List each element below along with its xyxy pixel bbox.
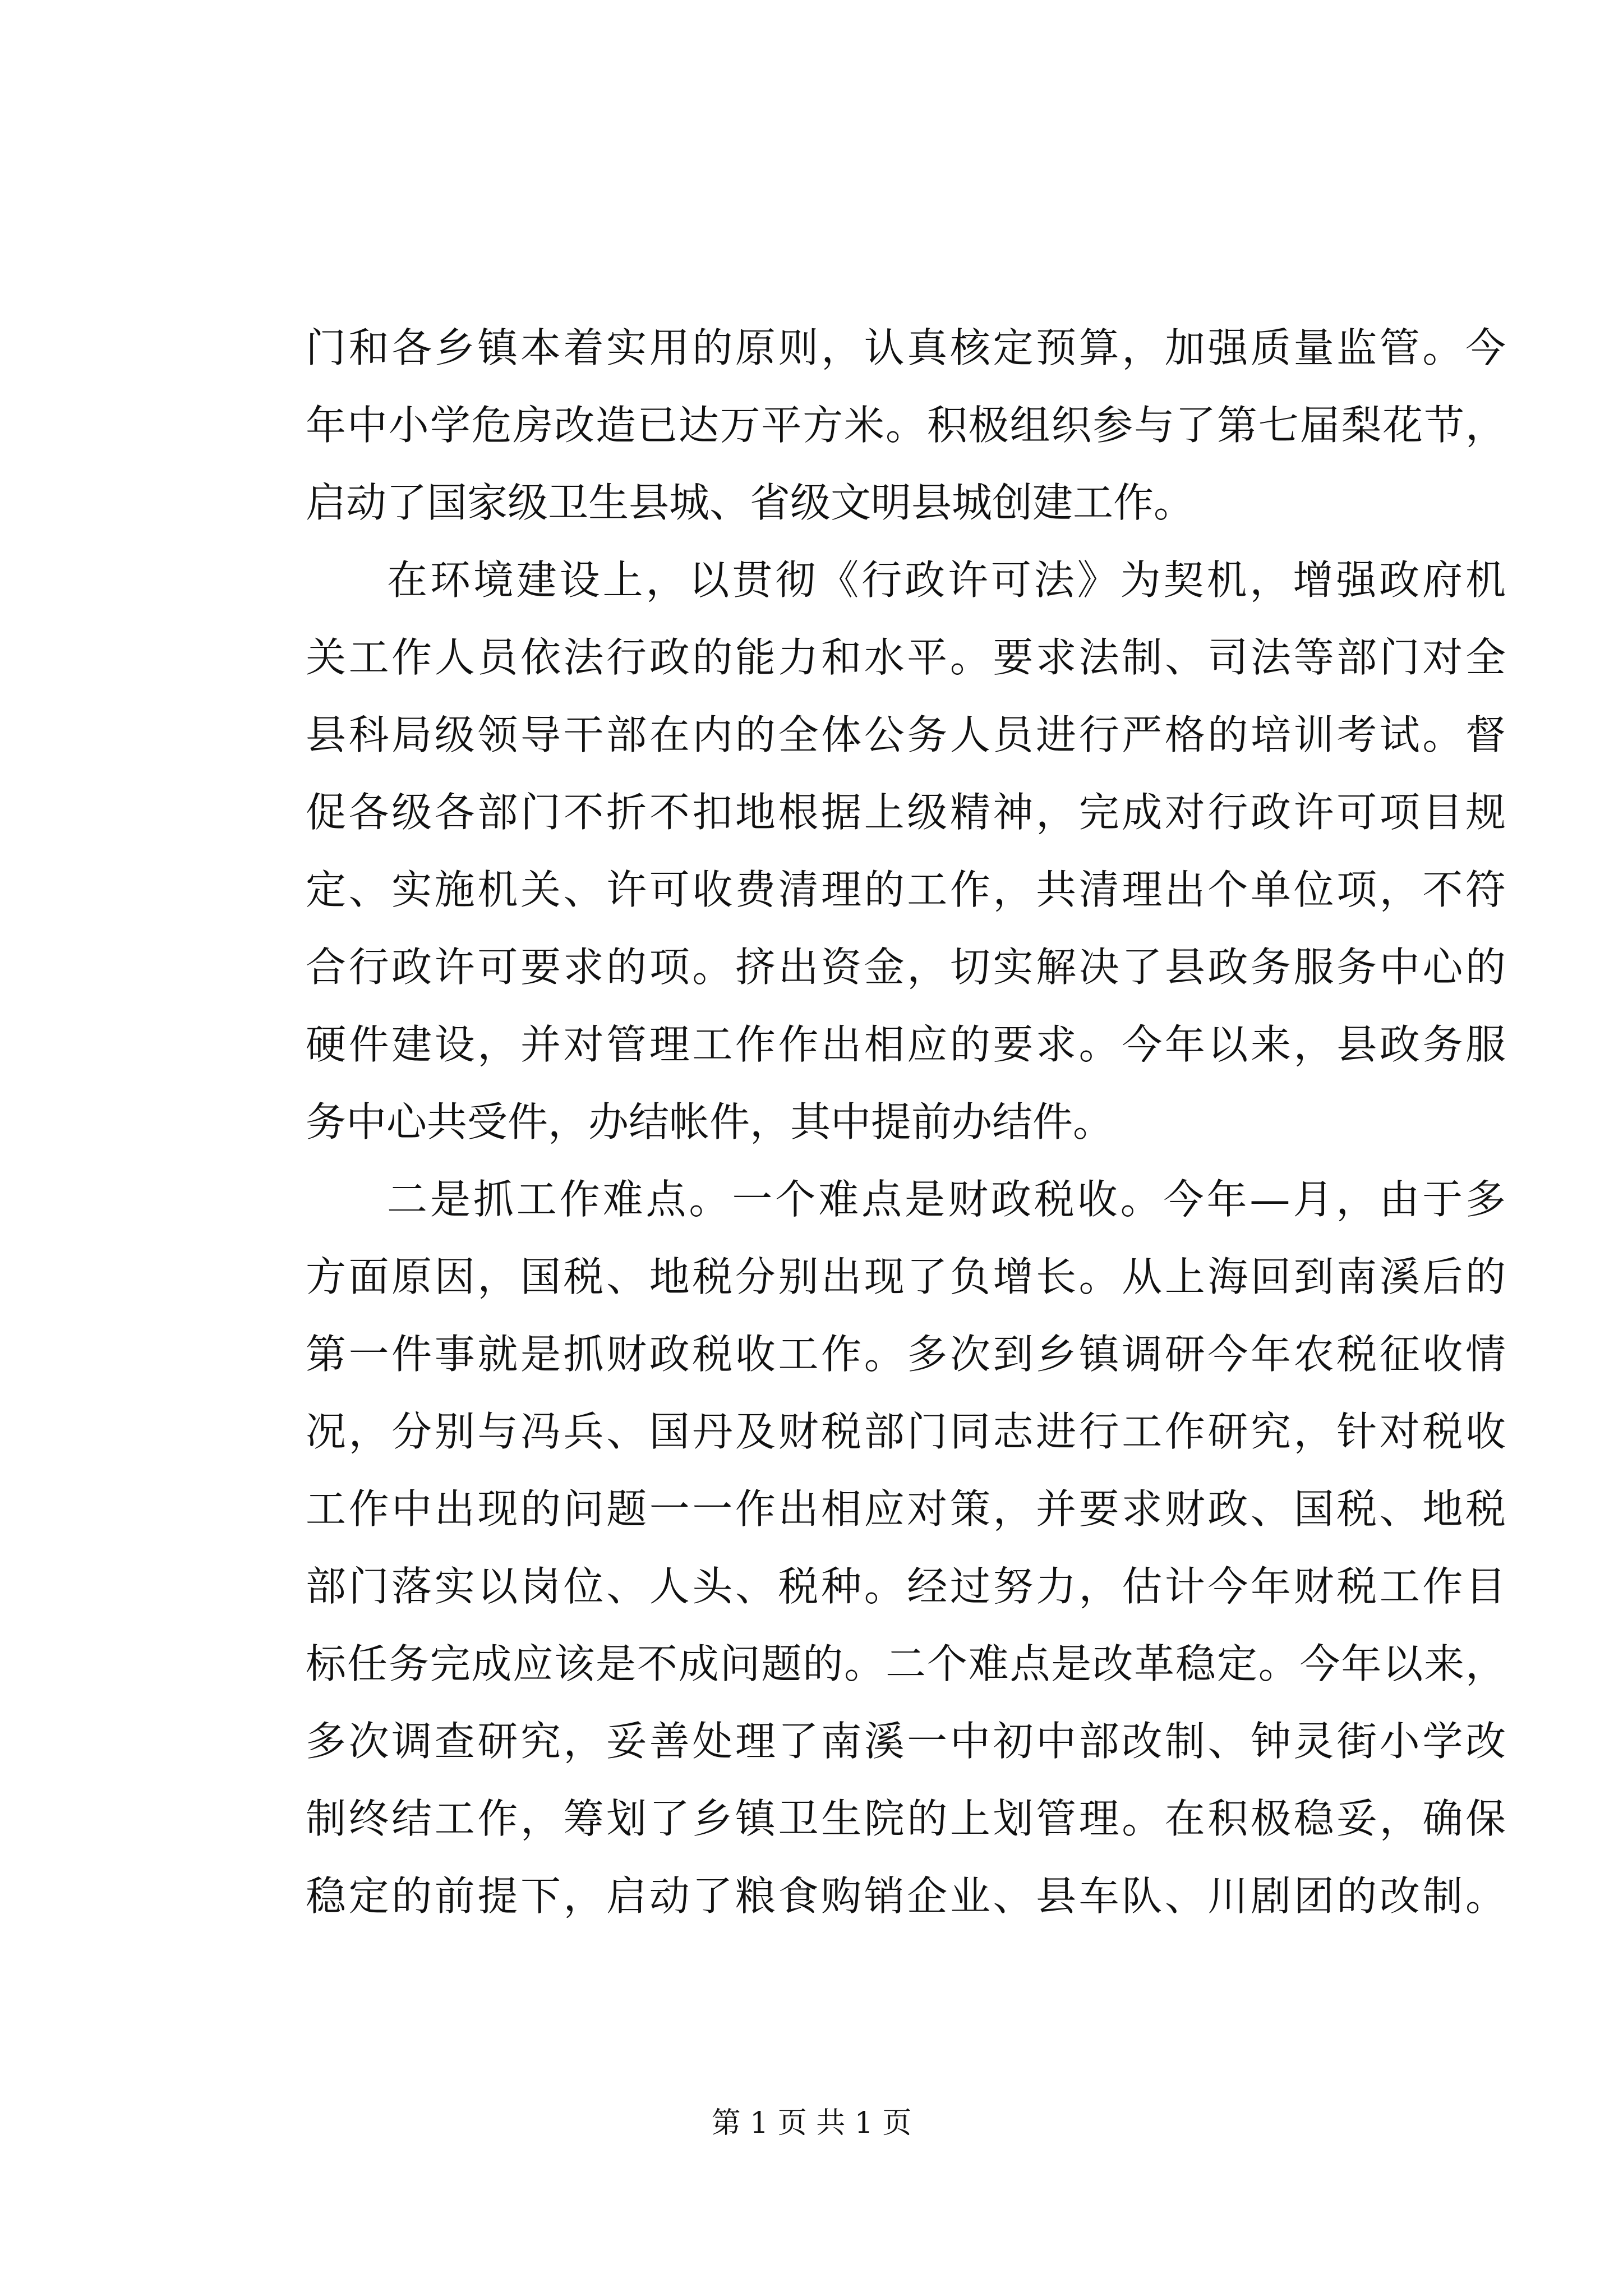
text-line-21: 稳定的前提下，启动了粮食购销企业、县车队、川剧团的改制。 [306, 1872, 1506, 1920]
text-line-18: 标任务完成应该是不成问题的。二个难点是改革稳定。今年以来， [306, 1640, 1506, 1687]
text-line-12: 二是抓工作难点。一个难点是财政税收。今年—月，由于多 [387, 1176, 1506, 1223]
text-line-20: 制终结工作，筹划了乡镇卫生院的上划管理。在积极稳妥，确保 [306, 1795, 1506, 1842]
text-line-8: 定、实施机关、许可收费清理的工作，共清理出个单位项，不符 [306, 866, 1506, 913]
text-line-10: 硬件建设，并对管理工作作出相应的要求。今年以来，县政务服 [306, 1021, 1506, 1068]
text-line-16: 工作中出现的问题一一作出相应对策，并要求财政、国税、地税 [306, 1485, 1506, 1533]
text-line-1: 门和各乡镇本着实用的原则，认真核定预算，加强质量监管。今 [306, 324, 1506, 371]
page-footer: 第 1 页 共 1 页 [711, 2106, 912, 2140]
text-line-19: 多次调查研究，妥善处理了南溪一中初中部改制、钟灵街小学改 [306, 1718, 1506, 1765]
text-line-11: 务中心共受件，办结帐件，其中提前办结件。 [306, 1098, 1114, 1145]
text-line-4: 在环境建设上，以贯彻《行政许可法》为契机，增强政府机 [387, 556, 1506, 604]
text-line-15: 况，分别与冯兵、国丹及财税部门同志进行工作研究，针对税收 [306, 1408, 1506, 1455]
text-line-2: 年中小学危房改造已达万平方米。积极组织参与了第七届梨花节， [306, 402, 1506, 449]
text-line-6: 县科局级领导干部在内的全体公务人员进行严格的培训考试。督 [306, 711, 1506, 758]
text-line-17: 部门落实以岗位、人头、税种。经过努力，估计今年财税工作目 [306, 1563, 1506, 1610]
text-line-13: 方面原因，国税、地税分别出现了负增长。从上海回到南溪后的 [306, 1253, 1506, 1300]
text-line-14: 第一件事就是抓财政税收工作。多次到乡镇调研今年农税征收情 [306, 1331, 1506, 1378]
text-line-7: 促各级各部门不折不扣地根据上级精神，完成对行政许可项目规 [306, 789, 1506, 836]
text-line-3: 启动了国家级卫生县城、省级文明县城创建工作。 [306, 479, 1195, 526]
text-line-5: 关工作人员依法行政的能力和水平。要求法制、司法等部门对全 [306, 634, 1506, 681]
text-line-9: 合行政许可要求的项。挤出资金，切实解决了县政务服务中心的 [306, 944, 1506, 991]
